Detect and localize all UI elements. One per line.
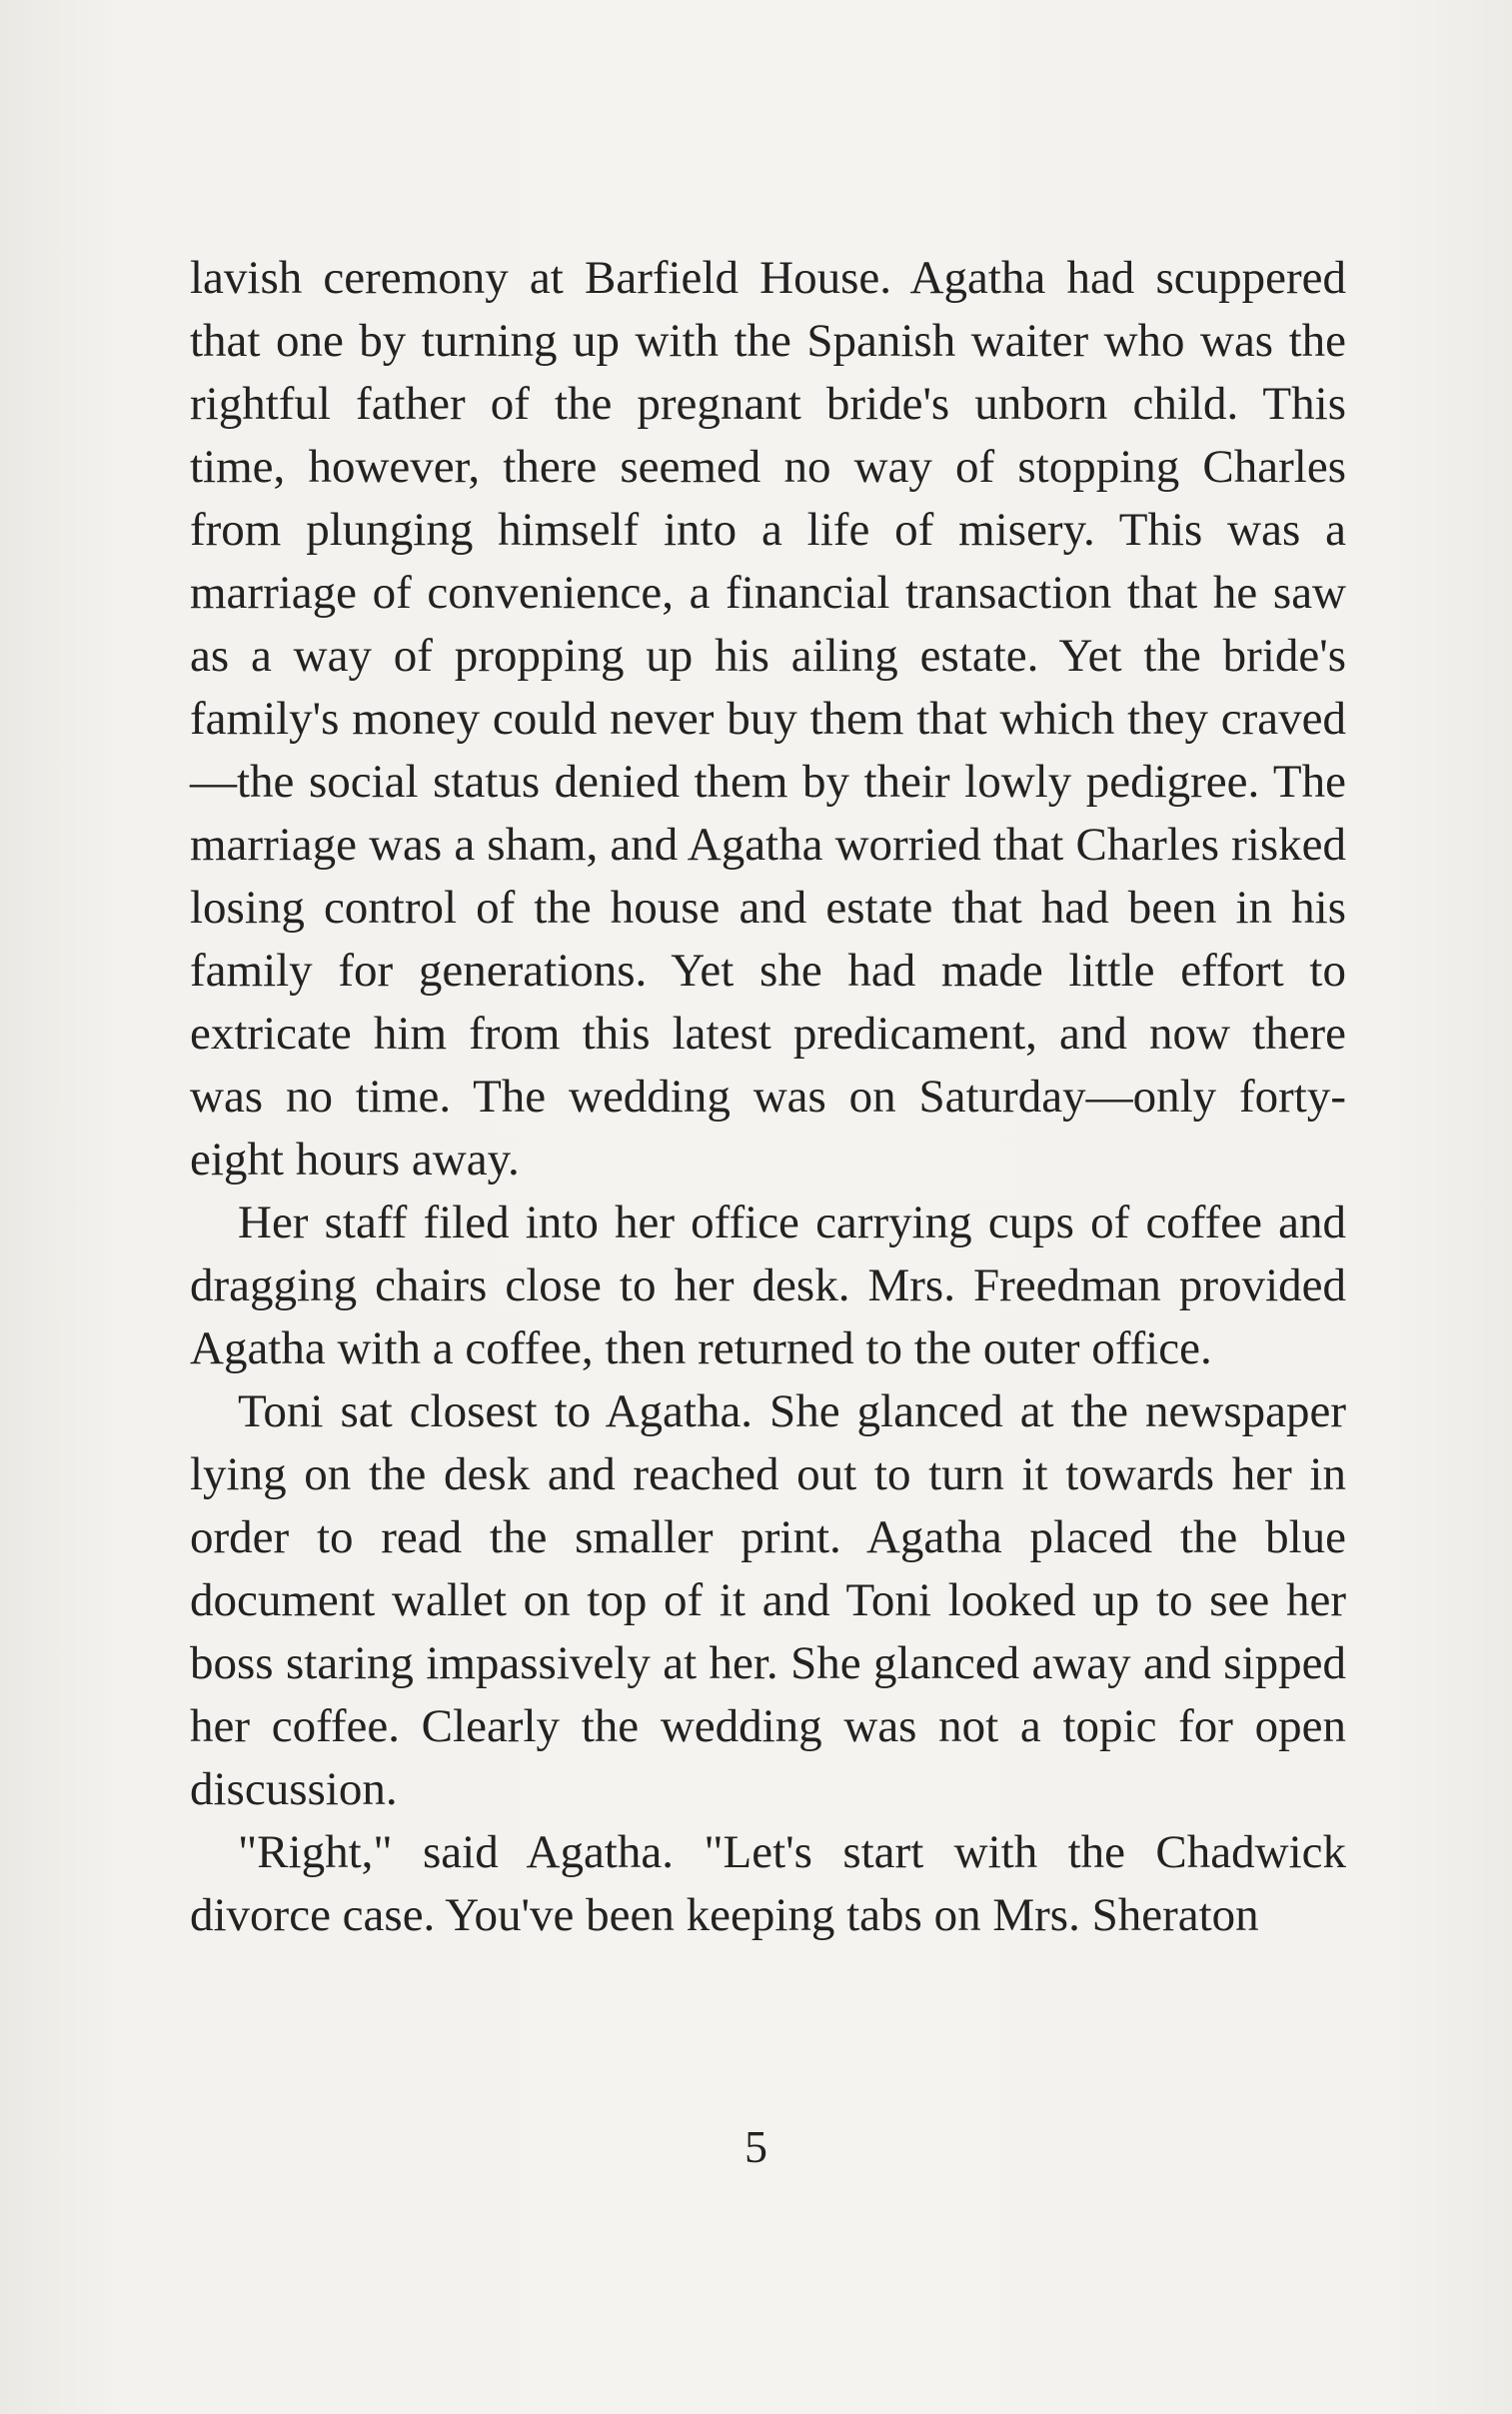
paragraph-dialogue: "Right," said Agatha. "Let's start with the Chadwick divorce case. You've been keeping tabs on Mrs. Sheraton — [190, 1826, 1346, 1941]
body-text — [190, 247, 1346, 1947]
page-number: 5 — [745, 2121, 767, 2172]
paragraph-staff: Her staff filed into her office carrying cups of coffee and dragging chairs close to her desk. Mrs. Freedman provided Agatha with a coffee, then returned to the outer office. — [190, 1197, 1346, 1374]
paragraph-toni: Toni sat closest to Agatha. She glanced at the newspaper lying on the desk and reached out to turn it towards her in order to read the smaller print. Agatha placed the blue document wallet on top of it and Toni looked up to see her boss staring impassively at her. She glanced away and sipped her coffee. Clearly the wedding was not a topic for open discussion. — [190, 1385, 1346, 1815]
paragraph-continued: lavish ceremony at Barfield House. Agatha had scuppered that one by turning up with the Spanish waiter who was the rightful father of the pregnant bride's unborn child. This time, however, there seemed no way of stopping Charles from plunging himself into a life of misery. This was a marriage of convenience, a financial transaction that he saw as a way of propping up his ailing estate. Yet the bride's family's money could never buy them that which they craved—the social status denied them by their lowly pedigree. The marriage was a sham, and Agatha worried that Charles risked losing control of the house and estate that had been in his family for generations. Yet she had made little effort to extricate him from this latest predicament, and now there was no time. The wedding was on Saturday—only forty-eight hours away. — [190, 252, 1346, 1186]
